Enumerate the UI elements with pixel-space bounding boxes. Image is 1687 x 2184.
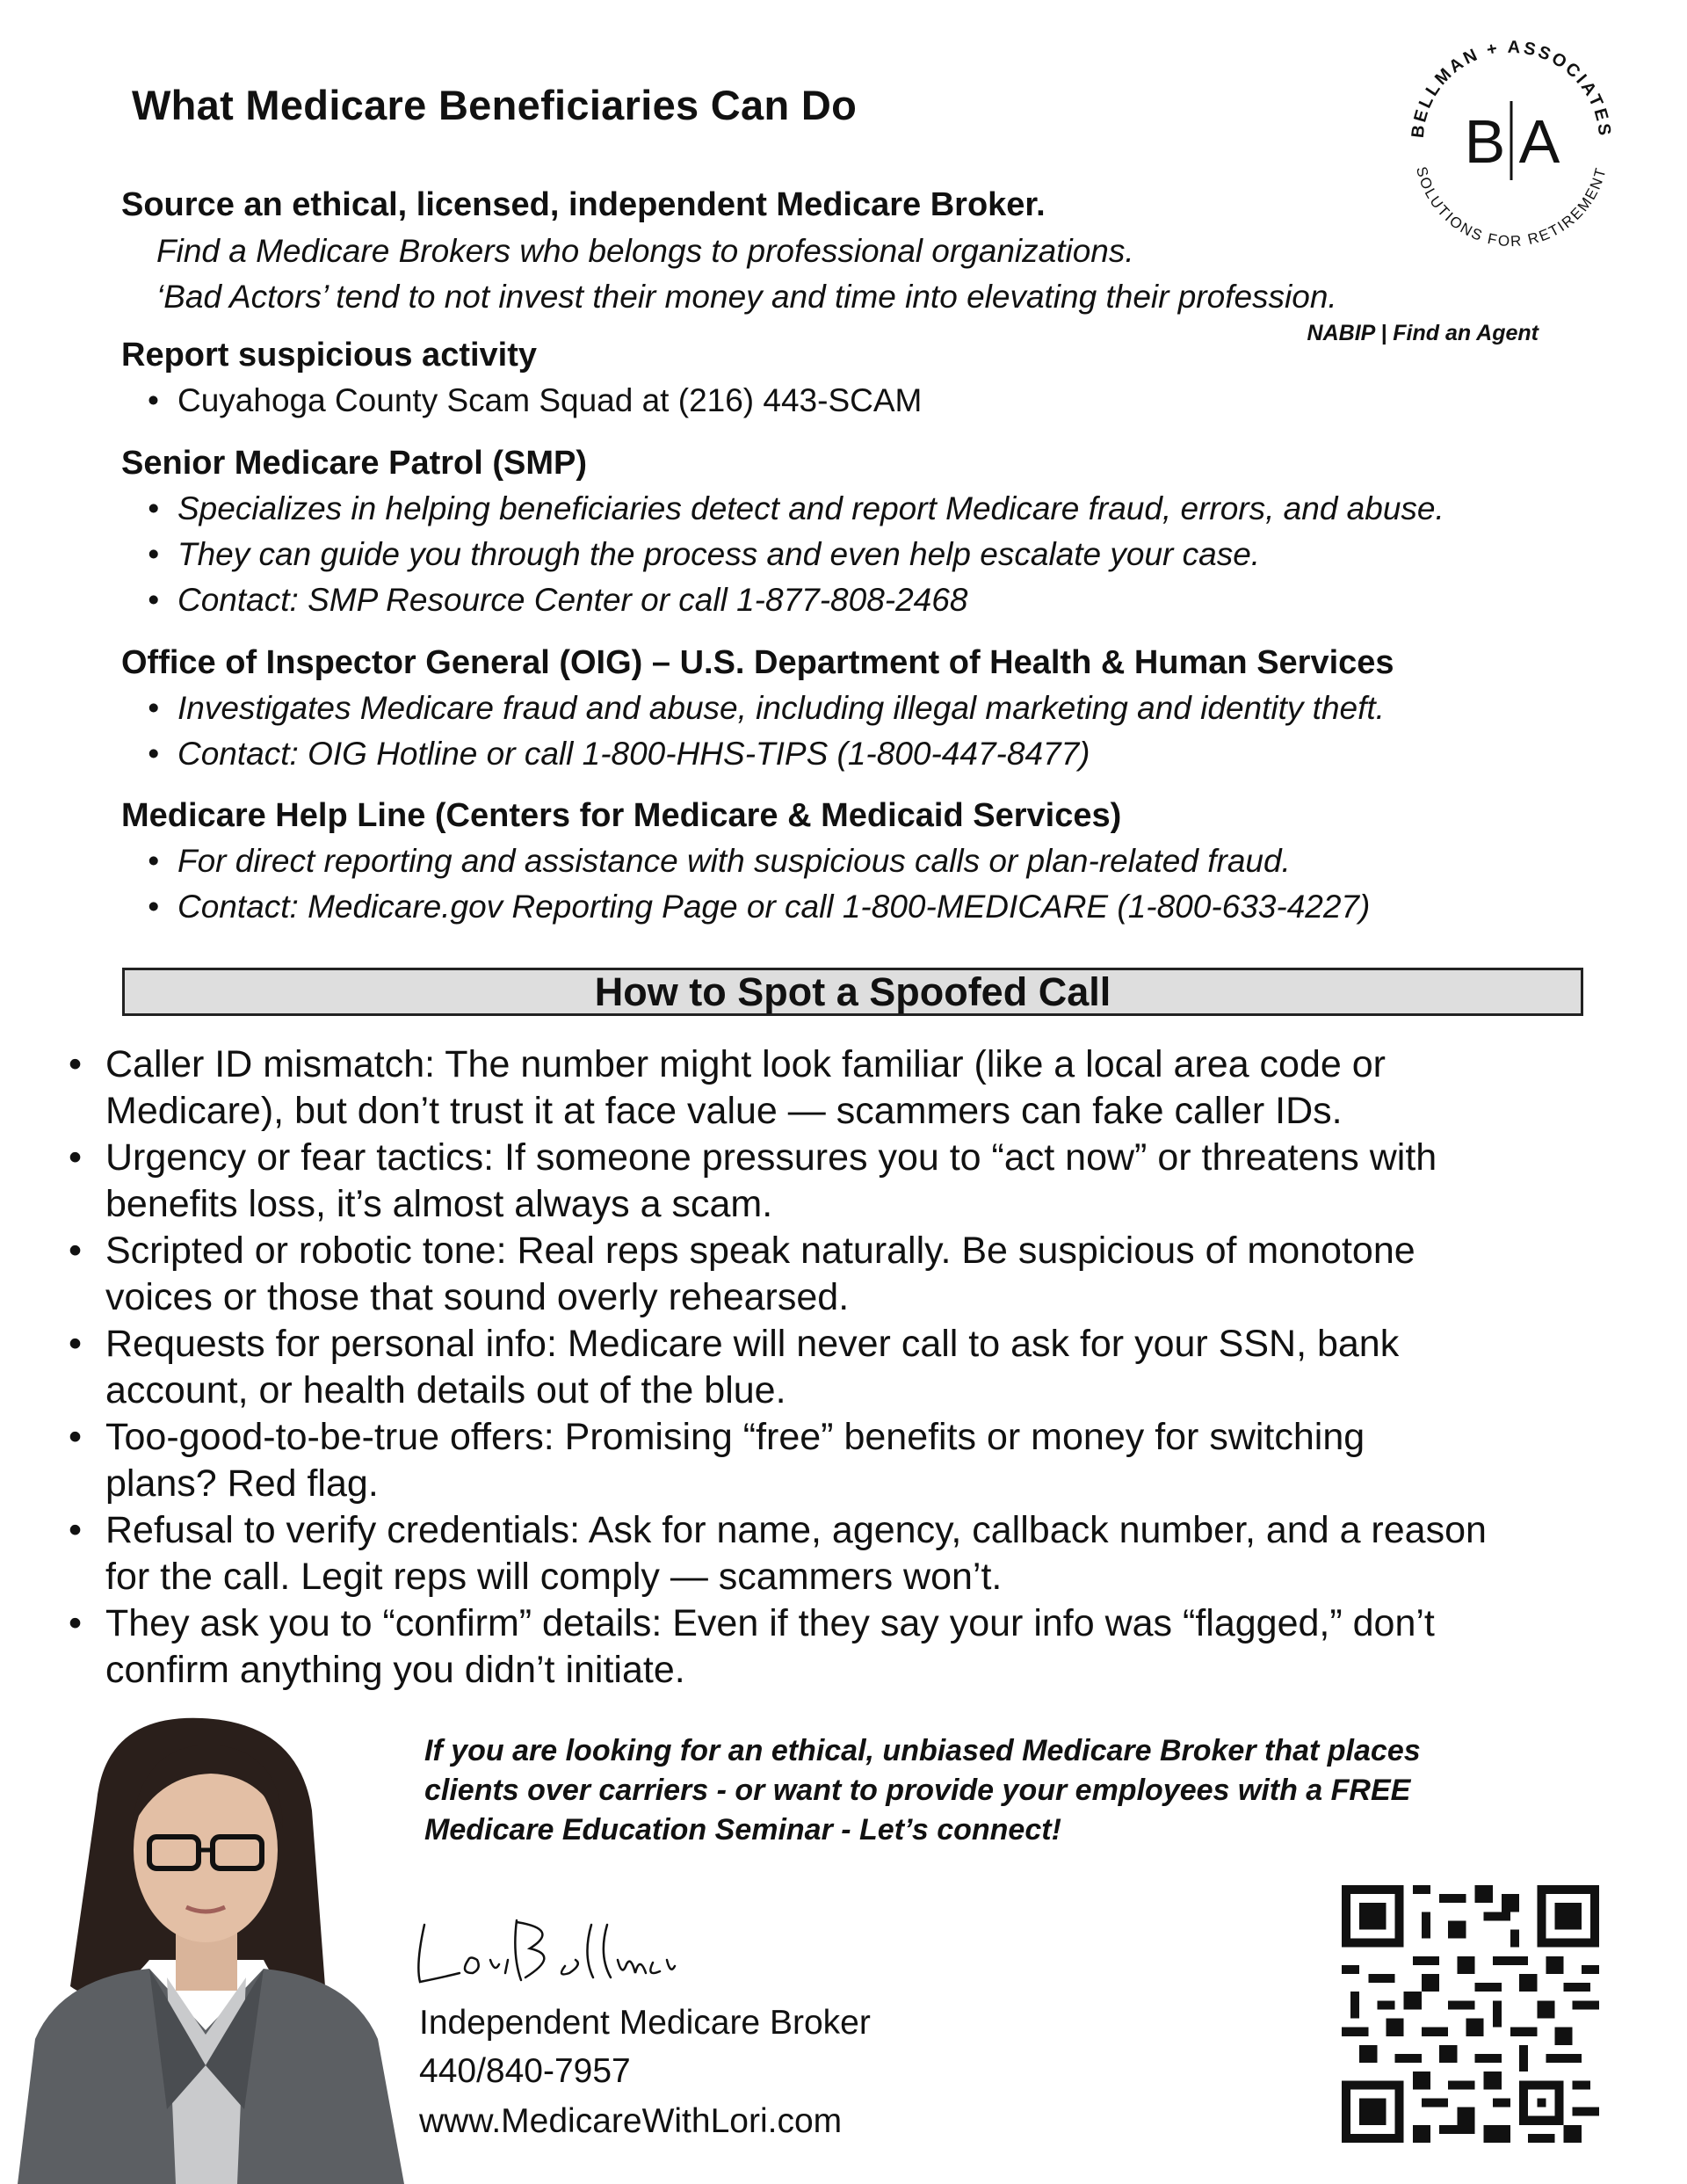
- smp-bullet: • Contact: SMP Resource Center or call 1-877-808-2468: [148, 582, 968, 618]
- smp-bullet: • They can guide you through the process and even help escalate your case.: [148, 536, 1261, 572]
- broker-line-2: ‘Bad Actors’ tend to not invest their money and time into elevating their profession.: [156, 279, 1337, 315]
- report-bullet: • Cuyahoga County Scam Squad at (216) 443-SCAM: [148, 382, 923, 418]
- smp-heading: Senior Medicare Patrol (SMP): [121, 445, 588, 482]
- spoof-tips-list: [69, 1041, 1641, 1694]
- logo-bottom-text: SOLUTIONS FOR RETIREMENT: [1413, 164, 1610, 250]
- nabip-link[interactable]: NABIP | Find an Agent: [1307, 321, 1539, 345]
- page-title: What Medicare Beneficiaries Can Do: [132, 82, 858, 128]
- helpline-bullet: • For direct reporting and assistance with suspicious calls or plan-related fraud.: [148, 843, 1291, 879]
- spoofed-call-header: [122, 968, 1583, 1016]
- spoof-tip: • Too-good-to-be-true offers: Promising “free” benefits or money for switching plans? Red flag.: [69, 1416, 1365, 1505]
- smp-bullet: • Specializes in helping beneficiaries detect and report Medicare fraud, errors, and abuse.: [148, 490, 1444, 526]
- oig-heading: Office of Inspector General (OIG) – U.S. Department of Health & Human Services: [121, 644, 1394, 681]
- signature: [407, 1912, 679, 1991]
- spoof-tip: • Refusal to verify credentials: Ask for name, agency, callback number, and a reason for the call. Legit reps will comply — scammers won’t.: [69, 1509, 1487, 1598]
- logo-letter-a: A: [1518, 107, 1560, 176]
- broker-heading: Source an ethical, licensed, independent Medicare Broker.: [121, 186, 1046, 223]
- helpline-bullet: • Contact: Medicare.gov Reporting Page or call 1-800-MEDICARE (1-800-633-4227): [148, 889, 1371, 925]
- report-heading: Report suspicious activity: [121, 337, 538, 374]
- spoof-tip: • Caller ID mismatch: The number might look familiar (like a local area code or Medicare), but don’t trust it at face value — scammers can fake caller IDs.: [69, 1043, 1386, 1132]
- spoof-tip: • Scripted or robotic tone: Real reps speak naturally. Be suspicious of monotone voices or those that sound overly rehearsed.: [69, 1230, 1415, 1318]
- spoof-tip: • Requests for personal info: Medicare will never call to ask for your SSN, bank account, or health details out of the blue.: [69, 1323, 1400, 1411]
- helpline-heading: Medicare Help Line (Centers for Medicare & Medicaid Services): [121, 797, 1122, 834]
- spoof-tip: • They ask you to “confirm” details: Even if they say your info was “flagged,” don’t confirm anything you didn’t initiate.: [69, 1602, 1435, 1691]
- logo-letter-b: B: [1464, 107, 1506, 176]
- contact-website[interactable]: www.MedicareWithLori.com: [419, 2102, 843, 2140]
- broker-portrait-photo: [0, 1696, 411, 2184]
- qr-code[interactable]: [1342, 1885, 1599, 2143]
- spoofed-call-title: How to Spot a Spoofed Call: [594, 969, 1111, 1014]
- contact-role: Independent Medicare Broker: [419, 2004, 871, 2042]
- cta-text: If you are looking for an ethical, unbiased Medicare Broker that places clients over carriers - or want to provide your employees with a FREE Medicare Education Seminar - Let’s connect!: [424, 1734, 1421, 1847]
- oig-bullet: • Contact: OIG Hotline or call 1-800-HHS-TIPS (1-800-447-8477): [148, 736, 1090, 772]
- bellman-associates-logo: [1388, 18, 1634, 264]
- oig-bullet: • Investigates Medicare fraud and abuse, including illegal marketing and identity theft.: [148, 690, 1385, 726]
- logo-top-text: BELLMAN + ASSOCIATES: [1408, 37, 1615, 140]
- spoof-tip: • Urgency or fear tactics: If someone pressures you to “act now” or threatens with benefits loss, it’s almost always a scam.: [69, 1136, 1437, 1225]
- broker-line-1: Find a Medicare Brokers who belongs to professional organizations.: [156, 233, 1134, 269]
- contact-phone[interactable]: 440/840-7957: [419, 2052, 631, 2090]
